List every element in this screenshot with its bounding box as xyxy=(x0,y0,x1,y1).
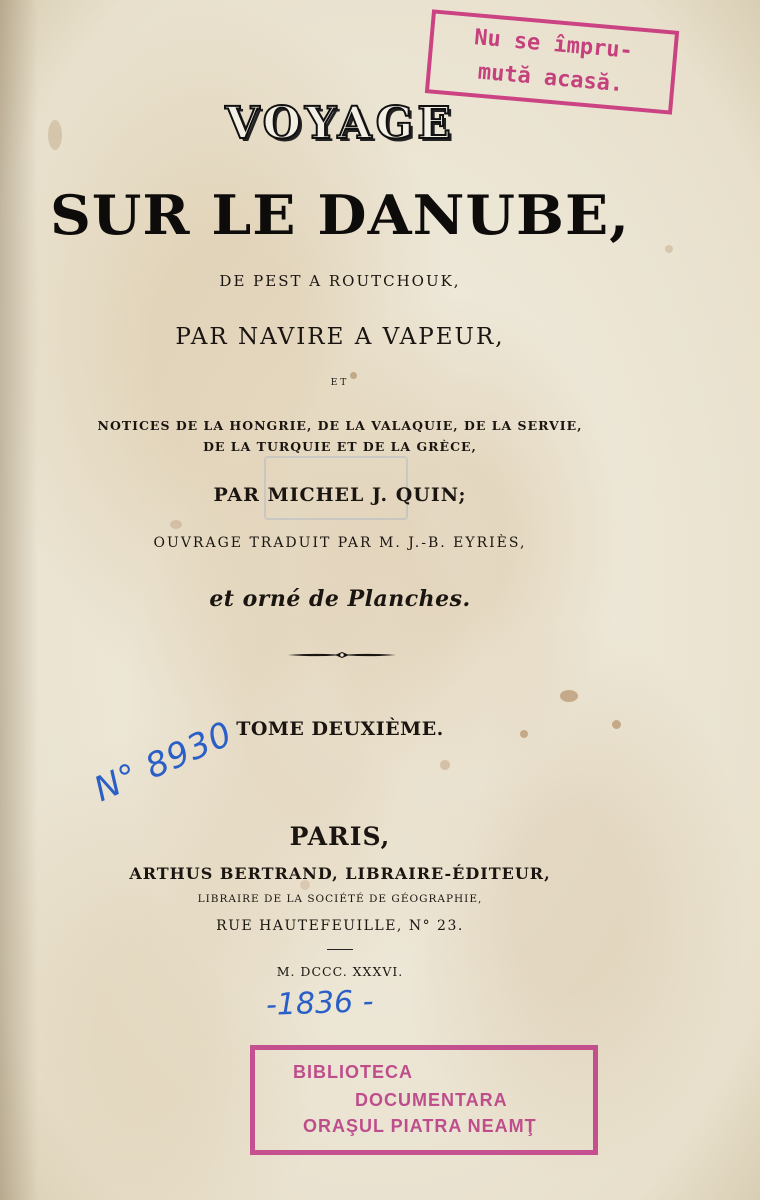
ornament-divider xyxy=(286,648,398,662)
imprint-society: LIBRAIRE DE LA SOCIÉTÉ DE GÉOGRAPHIE, xyxy=(197,893,483,905)
title-line-1: VOYAGE xyxy=(225,98,455,149)
subtitle-notices-1: NOTICES DE LA HONGRIE, DE LA VALAQUIE, DE LA SERVIE, xyxy=(97,418,583,433)
imprint-city: PARIS, xyxy=(289,822,391,851)
translator-line: OUVRAGE TRADUIT PAR M. J.-B. EYRIÈS, xyxy=(153,535,527,551)
imprint-publisher: ARTHUS BERTRAND, LIBRAIRE-ÉDITEUR, xyxy=(129,864,551,883)
author-line: PAR MICHEL J. QUIN; xyxy=(213,484,467,506)
library-stamp-line-2: DOCUMENTARA xyxy=(355,1090,508,1110)
subtitle-route: DE PEST A ROUTCHOUK, xyxy=(219,272,461,290)
foxing-spot xyxy=(170,520,182,529)
library-stamp-line-1: BIBLIOTECA xyxy=(293,1062,413,1082)
subtitle-conjunction: ET xyxy=(330,378,350,388)
illustrations-line: et orné de Planches. xyxy=(209,586,471,612)
stamp-text-line-1: Nu se împru- xyxy=(473,25,634,64)
handwritten-year: -1836 - xyxy=(265,984,375,1023)
imprint-street: RUE HAUTEFEUILLE, N° 23. xyxy=(216,918,464,934)
subtitle-transport: PAR NAVIRE A VAPEUR, xyxy=(175,324,505,350)
library-stamp-line-3: ORAŞUL PIATRA NEAMŢ xyxy=(303,1116,537,1136)
title-line-2: SUR LE DANUBE, xyxy=(49,183,631,247)
imprint-rule xyxy=(327,949,353,950)
imprint-year: M. DCCC. XXXVI. xyxy=(276,964,404,979)
foxing-spot xyxy=(440,760,450,770)
library-stamp xyxy=(250,1045,598,1155)
stamp-text-line-2: mută acasă. xyxy=(476,59,625,98)
handwritten-accession-number: N° 8930 xyxy=(88,713,239,811)
volume-line: TOME DEUXIÈME. xyxy=(236,718,444,740)
foxing-spot xyxy=(560,690,578,702)
subtitle-notices-2: DE LA TURQUIE ET DE LA GRÈCE, xyxy=(203,439,477,454)
